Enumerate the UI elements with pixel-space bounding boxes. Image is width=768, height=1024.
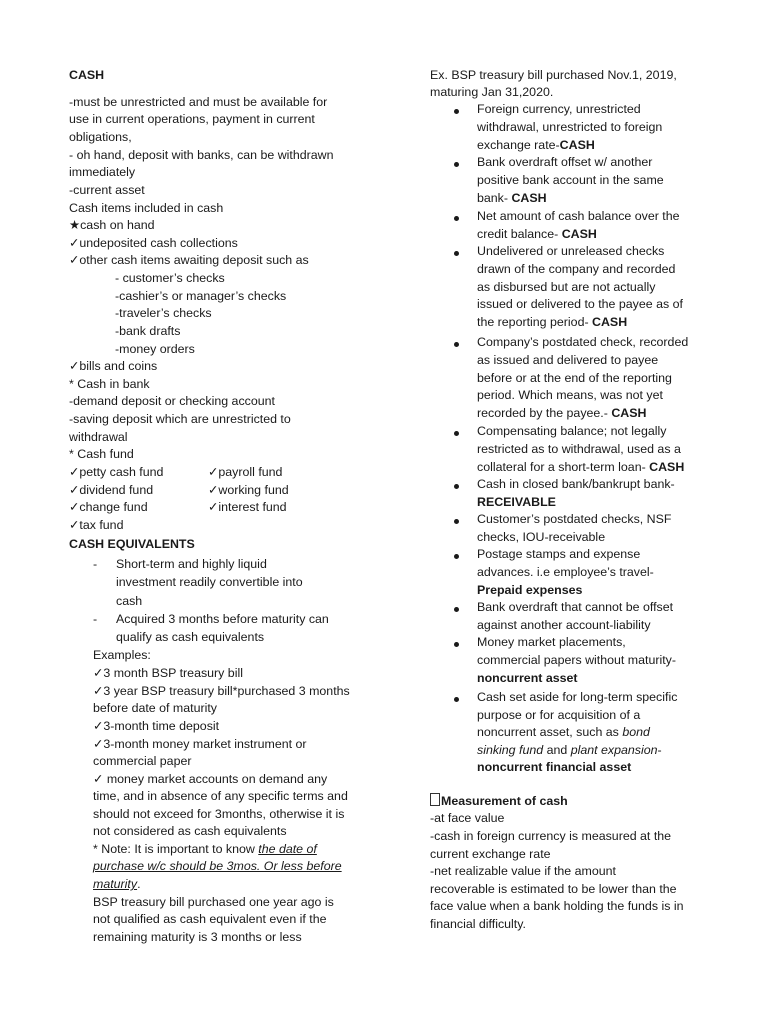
- definition-line: immediately: [69, 165, 136, 179]
- ce-bullet-line: investment readily convertible into: [116, 575, 303, 589]
- fund-item: ✓payroll fund: [208, 465, 283, 479]
- saving-deposit: withdrawal: [69, 430, 128, 444]
- list-text: commercial papers without maturity-: [477, 652, 677, 667]
- list-text: drawn of the company and recorded: [477, 261, 676, 276]
- list-line: [477, 314, 627, 331]
- list-text-italic: plant expansion: [570, 743, 658, 757]
- classification-tag: Prepaid expenses: [477, 582, 583, 597]
- heading-cash-fund: * Cash fund: [69, 447, 134, 461]
- list-line: [477, 137, 595, 154]
- bullet-dot: [454, 342, 459, 347]
- list-text: as disbursed but are not actually: [477, 279, 656, 294]
- list-text: Bank overdraft that cannot be offset: [477, 600, 674, 614]
- fund-item: ✓dividend fund: [69, 483, 154, 497]
- example-line: ✓3 year BSP treasury bill*purchased 3 months: [93, 684, 350, 698]
- example-line: ✓3-month money market instrument or: [93, 737, 307, 751]
- list-text: Foreign currency, unrestricted: [477, 102, 641, 116]
- list-line: [477, 546, 640, 563]
- list-line: [477, 617, 651, 634]
- bullet-dot: [454, 431, 459, 436]
- bullet-dot: [454, 216, 459, 221]
- sub-item: -bank drafts: [115, 324, 181, 338]
- missing-glyph-box: [430, 793, 440, 806]
- list-text: and: [543, 743, 571, 757]
- list-line: [477, 352, 658, 369]
- bullet-dot: [454, 162, 459, 167]
- list-line: [477, 261, 675, 278]
- measurement-line: recoverable is estimated to be lower than the: [430, 882, 677, 896]
- item-bills-coins: ✓bills and coins: [69, 359, 158, 373]
- list-line: [477, 405, 646, 422]
- list-line: [477, 494, 556, 511]
- list-line: [477, 370, 672, 387]
- list-line: [477, 334, 688, 351]
- measurement-line: current exchange rate: [430, 847, 551, 861]
- measurement-line: -at face value: [430, 811, 505, 825]
- note-period: .: [137, 877, 141, 891]
- list-text: restricted as to withdrawal, used as a: [477, 441, 681, 456]
- list-text: Compensating balance; not legally: [477, 424, 667, 438]
- note-emphasis: the date of: [258, 842, 317, 856]
- ce-bullet-line: Acquired 3 months before maturity can: [116, 612, 329, 626]
- classification-tag: CASH: [611, 406, 647, 421]
- bullet-dot: [454, 607, 459, 612]
- example-line: time, and in absence of any specific terms and: [93, 789, 348, 803]
- classification-tag: CASH: [649, 459, 685, 474]
- list-text-italic: sinking fund: [477, 743, 544, 757]
- section-title-cash: CASH: [69, 68, 105, 82]
- list-line: [477, 599, 673, 616]
- list-text: period. Which means, was not yet: [477, 388, 663, 403]
- sub-item: -money orders: [115, 342, 195, 356]
- list-text: checks, IOU-receivable: [477, 529, 606, 544]
- list-text: exchange rate-: [477, 137, 560, 152]
- list-line: [477, 226, 597, 243]
- list-text: the reporting period-: [477, 315, 593, 330]
- classification-tag: CASH: [511, 190, 547, 205]
- classification-tag: noncurrent financial asset: [477, 760, 632, 774]
- note-emphasis: purchase w/c should be 3mos. Or less before: [93, 859, 342, 873]
- example-line: ✓3 month BSP treasury bill: [93, 666, 243, 680]
- example-line: commercial paper: [93, 754, 192, 768]
- list-line: [477, 529, 605, 546]
- list-line: [477, 279, 655, 296]
- definition-line: use in current operations, payment in current: [69, 112, 315, 126]
- list-line: [477, 476, 675, 493]
- classification-tag: CASH: [592, 315, 628, 330]
- classification-tag: CASH: [559, 137, 595, 152]
- example-line: should not exceed for 3months, otherwise it is: [93, 807, 345, 821]
- list-line: [477, 564, 654, 581]
- list-line: [477, 459, 684, 476]
- item-undeposited: ✓undeposited cash collections: [69, 236, 238, 250]
- bsp-line: BSP treasury bill purchased one year ago is: [93, 895, 334, 909]
- example-line: not considered as cash equivalents: [93, 824, 287, 838]
- example-line: ✓3-month time deposit: [93, 719, 220, 733]
- examples-label: Examples:: [93, 648, 151, 662]
- heading-cash-in-bank: * Cash in bank: [69, 377, 150, 391]
- items-header: Cash items included in cash: [69, 201, 224, 215]
- saving-deposit: -saving deposit which are unrestricted to: [69, 412, 291, 426]
- list-line: [477, 742, 662, 759]
- bsp-line: not qualified as cash equivalent even if the: [93, 912, 327, 926]
- list-text: Postage stamps and expense: [477, 547, 641, 561]
- classification-tag: RECEIVABLE: [477, 494, 556, 509]
- fund-item: ✓petty cash fund: [69, 465, 164, 479]
- measurement-heading: [430, 793, 568, 810]
- bsp-line: remaining maturity is 3 months or less: [93, 930, 302, 944]
- list-line: [477, 101, 641, 118]
- list-text-italic: bond: [622, 725, 650, 739]
- list-line: [477, 387, 663, 404]
- list-text: bank-: [477, 190, 512, 205]
- fund-item: ✓working fund: [208, 483, 289, 497]
- list-text: against another account-liability: [477, 617, 651, 632]
- example-line: ✓ money market accounts on demand any: [93, 772, 328, 786]
- item-cash-on-hand: ★cash on hand: [69, 218, 155, 232]
- definition-line: -current asset: [69, 183, 145, 197]
- section-title-cash-equivalents: CASH EQUIVALENTS: [69, 537, 195, 551]
- measurement-line: -cash in foreign currency is measured at the: [430, 829, 672, 843]
- list-text: noncurrent asset, such as: [477, 725, 623, 739]
- list-text: positive bank account in the same: [477, 172, 664, 187]
- fund-item: ✓change fund: [69, 500, 148, 514]
- list-line: [477, 511, 671, 528]
- definition-line: -must be unrestricted and must be available for: [69, 95, 328, 109]
- fund-item: ✓tax fund: [69, 518, 124, 532]
- sub-item: - customer’s checks: [115, 271, 225, 285]
- demand-deposit: -demand deposit or checking account: [69, 394, 275, 408]
- bullet-dot: [454, 519, 459, 524]
- list-text: Money market placements,: [477, 635, 626, 649]
- list-text: withdrawal, unrestricted to foreign: [477, 119, 663, 134]
- list-line: [477, 119, 662, 136]
- list-text: issued or delivered to the payee as of: [477, 297, 683, 312]
- note-line: [93, 841, 317, 858]
- bullet-dot: [454, 554, 459, 559]
- ce-bullet-line: qualify as cash equivalents: [116, 630, 265, 644]
- definition-line: - oh hand, deposit with banks, can be withdrawn: [69, 148, 334, 162]
- dash-bullet: -: [93, 557, 98, 571]
- measurement-line: face value when a bank holding the funds is in: [430, 899, 684, 913]
- list-line: [477, 634, 626, 651]
- list-text: before or at the end of the reporting: [477, 370, 672, 385]
- note-line: [93, 876, 141, 893]
- list-text: recorded by the payee.-: [477, 406, 612, 421]
- definition-line: obligations,: [69, 130, 132, 144]
- list-text: collateral for a short-term loan-: [477, 459, 650, 474]
- list-text: Customer’s postdated checks, NSF: [477, 512, 672, 526]
- list-text: Undelivered or unreleased checks: [477, 244, 665, 258]
- bullet-dot: [454, 484, 459, 489]
- list-line: [477, 652, 676, 669]
- list-line: [477, 724, 650, 741]
- list-text: Bank overdraft offset w/ another: [477, 155, 653, 169]
- list-line: [477, 582, 582, 599]
- list-line: [477, 423, 666, 440]
- ce-bullet-line: Short-term and highly liquid: [116, 557, 267, 571]
- sub-item: -traveler’s checks: [115, 306, 212, 320]
- list-text: as issued and delivered to payee: [477, 352, 659, 367]
- bullet-dot: [454, 697, 459, 702]
- list-text: advances. i.e employee’s travel-: [477, 564, 654, 579]
- measurement-line: -net realizable value if the amount: [430, 864, 616, 878]
- item-other-cash-items: ✓other cash items awaiting deposit such as: [69, 253, 309, 267]
- list-line: [477, 243, 664, 260]
- bullet-dot: [454, 109, 459, 114]
- note-lead: * Note: It is important to know: [93, 842, 259, 856]
- example-text: maturing Jan 31,2020.: [430, 85, 554, 99]
- dash-bullet: -: [93, 612, 98, 626]
- bullet-dot: [454, 251, 459, 256]
- list-line: purpose or for acquisition of a: [477, 708, 641, 722]
- list-line: [477, 190, 547, 207]
- list-line: Cash set aside for long-term specific: [477, 690, 678, 704]
- sub-item: -cashier’s or manager’s checks: [115, 289, 287, 303]
- ce-bullet-line: cash: [116, 594, 143, 608]
- classification-tag: noncurrent asset: [477, 670, 578, 685]
- list-line: [477, 208, 680, 225]
- list-line: [477, 441, 681, 458]
- measurement-line: financial difficulty.: [430, 917, 526, 931]
- bullet-dot: [454, 642, 459, 647]
- list-text: -: [657, 743, 662, 757]
- list-line: [477, 154, 652, 171]
- list-line: [477, 172, 664, 189]
- fund-item: ✓interest fund: [208, 500, 287, 514]
- list-line: [477, 670, 578, 687]
- classification-tag: CASH: [561, 226, 597, 241]
- list-text: credit balance-: [477, 226, 562, 241]
- measurement-title: Measurement of cash: [441, 794, 568, 808]
- example-text: Ex. BSP treasury bill purchased Nov.1, 2019,: [430, 68, 677, 82]
- list-line: [477, 296, 683, 313]
- example-line: before date of maturity: [93, 701, 217, 715]
- note-emphasis: maturity: [93, 877, 138, 891]
- list-text: Cash in closed bank/bankrupt bank-: [477, 477, 675, 491]
- list-text: Net amount of cash balance over the: [477, 209, 680, 223]
- list-text: Company’s postdated check, recorded: [477, 335, 689, 349]
